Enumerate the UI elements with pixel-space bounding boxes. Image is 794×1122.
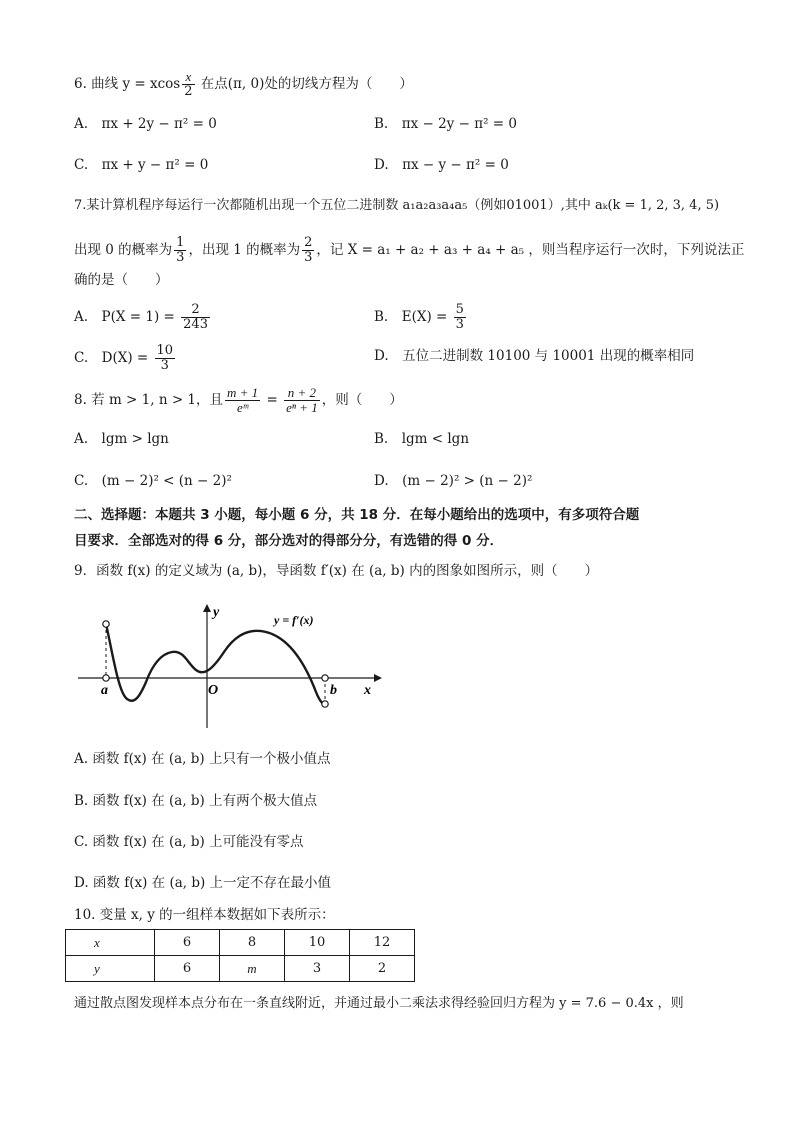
q7-p1-num: 2 <box>304 235 313 250</box>
table-cell: 12 <box>350 930 415 956</box>
q7-option-c-frac <box>155 344 176 373</box>
a-label: a <box>101 683 108 698</box>
q6-frac-den: 2 <box>184 84 193 99</box>
q7-frac-p0 <box>174 236 186 265</box>
q9-derivative-graph <box>74 600 394 730</box>
q7-option-a-frac <box>181 303 210 332</box>
q6-option-b[interactable]: B. πx − 2y − π² = 0 <box>374 116 517 132</box>
q6-stem <box>74 70 413 99</box>
q9-option-b[interactable]: B. 函数 f(x) 在 (a, b) 上有两个极大值点 <box>74 793 318 809</box>
b-label: b <box>330 683 337 698</box>
y-axis-arrow-icon <box>203 604 211 612</box>
q8-option-a[interactable]: A. lgm > lgn <box>74 431 169 447</box>
q7-option-c-den: 3 <box>160 358 169 373</box>
q7-option-b[interactable] <box>374 303 468 332</box>
q9-option-a[interactable]: A. 函数 f(x) 在 (a, b) 上只有一个极小值点 <box>74 751 331 767</box>
endpoint-a-axis <box>103 675 109 681</box>
q7-line2-b: ，出现 1 的概率为 <box>188 242 301 258</box>
q10-line2: 通过散点图发现样本点分布在一条直线附近，并通过最小二乘法求得经验回归方程为 y = 7.6 − 0.4x ，则 <box>74 996 684 1011</box>
q8-option-d[interactable]: D. (m − 2)² > (n − 2)² <box>374 473 533 489</box>
q7-option-b-frac <box>454 303 466 332</box>
q7-option-a[interactable] <box>74 303 212 332</box>
curve-label: y = f′(x) <box>274 613 314 627</box>
q7-p0-num: 1 <box>176 235 185 250</box>
q7-option-b-den: 3 <box>455 317 464 332</box>
q7-option-a-den: 243 <box>183 317 208 332</box>
q7-option-c[interactable] <box>74 344 177 373</box>
q7-line2-c: ，记 X = a₁ + a₂ + a₃ + a₄ + a₅ ，则当程序运行一次时，下列说法正 <box>316 242 745 258</box>
q7-line3: 确的是（ ） <box>74 272 169 288</box>
origin-label: O <box>208 683 219 698</box>
x-axis-arrow-icon <box>374 674 382 682</box>
q7-option-c-num: 10 <box>156 343 174 358</box>
q7-option-d[interactable]: D. 五位二进制数 10100 与 10001 出现的概率相同 <box>374 348 695 364</box>
q8-fraction-1 <box>225 386 260 415</box>
table-cell: 3 <box>285 956 350 982</box>
q8-f1-den: eᵐ <box>237 400 249 415</box>
y-axis-label: y <box>213 605 220 620</box>
section2-line1: 二、选择题：本题共 3 小题，每小题 6 分，共 18 分．在每小题给出的选项中，有多项符合题 <box>74 507 640 523</box>
table-cell: y <box>66 956 155 982</box>
q6-option-c[interactable]: C. πx + y − π² = 0 <box>74 157 209 173</box>
q7-line1: 7.某计算机程序每运行一次都随机出现一个五位二进制数 a₁a₂a₃a₄a₅（例如01001）,其中 aₖ(k = 1, 2, 3, 4, 5) <box>74 198 720 213</box>
table-cell: x <box>66 930 155 956</box>
q7-p0-den: 3 <box>176 250 185 265</box>
q8-f1-num: m + 1 <box>227 385 259 400</box>
endpoint-b-bottom <box>322 701 328 707</box>
q7-p1-den: 3 <box>304 250 313 265</box>
q7-option-a-num: 2 <box>181 303 210 318</box>
q7-option-a-pre: A. P(X = 1) = <box>74 309 180 325</box>
q6-option-d[interactable]: D. πx − y − π² = 0 <box>374 157 509 173</box>
table-cell: m <box>220 956 285 982</box>
q8-fraction-2 <box>284 386 320 415</box>
q6-stem-post: 在点(π, 0)处的切线方程为（ ） <box>196 76 413 92</box>
q6-fraction <box>182 70 194 99</box>
q10-data-table <box>65 929 415 982</box>
table-cell: 10 <box>285 930 350 956</box>
q6-option-a[interactable]: A. πx + 2y − π² = 0 <box>74 116 217 132</box>
table-row <box>66 956 415 982</box>
table-cell: 8 <box>220 930 285 956</box>
q10-stem: 10. 变量 x, y 的一组样本数据如下表所示： <box>74 907 335 923</box>
q6-frac-num: x <box>182 70 194 85</box>
q9-option-c[interactable]: C. 函数 f(x) 在 (a, b) 上可能没有零点 <box>74 834 304 850</box>
q9-stem: 9．函数 f(x) 的定义域为 (a, b)，导函数 f′(x) 在 (a, b) 内的图象如图所示，则（ ） <box>74 563 599 579</box>
q7-frac-p1 <box>302 236 314 265</box>
q9-option-d[interactable]: D. 函数 f(x) 在 (a, b) 上一定不存在最小值 <box>74 875 332 891</box>
table-cell: 6 <box>155 930 220 956</box>
q7-line2 <box>74 236 744 265</box>
q8-option-c[interactable]: C. (m − 2)² < (n − 2)² <box>74 473 232 489</box>
q7-option-b-num: 5 <box>455 302 464 317</box>
table-cell: 2 <box>350 956 415 982</box>
table-row <box>66 930 415 956</box>
q8-stem-post: ，则（ ） <box>321 392 403 408</box>
q8-option-b[interactable]: B. lgm < lgn <box>374 431 470 447</box>
endpoint-a-top <box>103 621 109 627</box>
q8-stem-pre: 8. 若 m > 1, n > 1，且 <box>74 392 224 408</box>
q8-stem <box>74 386 403 415</box>
x-axis-label: x <box>364 683 371 698</box>
section2-line2: 目要求．全部选对的得 6 分，部分选对的得部分分，有选错的得 0 分． <box>74 533 504 549</box>
q6-stem-pre: 6. 曲线 y = xcos <box>74 76 181 92</box>
table-cell: 6 <box>155 956 220 982</box>
q7-option-c-pre: C. D(X) = <box>74 350 153 366</box>
q8-f2-den: eⁿ + 1 <box>286 400 318 415</box>
q7-option-b-pre: B. E(X) = <box>374 309 452 325</box>
q8-f2-num: n + 2 <box>284 386 320 401</box>
endpoint-b-axis <box>322 675 328 681</box>
q8-eq: = <box>262 392 283 408</box>
q7-line2-a: 出现 0 的概率为 <box>74 242 173 258</box>
